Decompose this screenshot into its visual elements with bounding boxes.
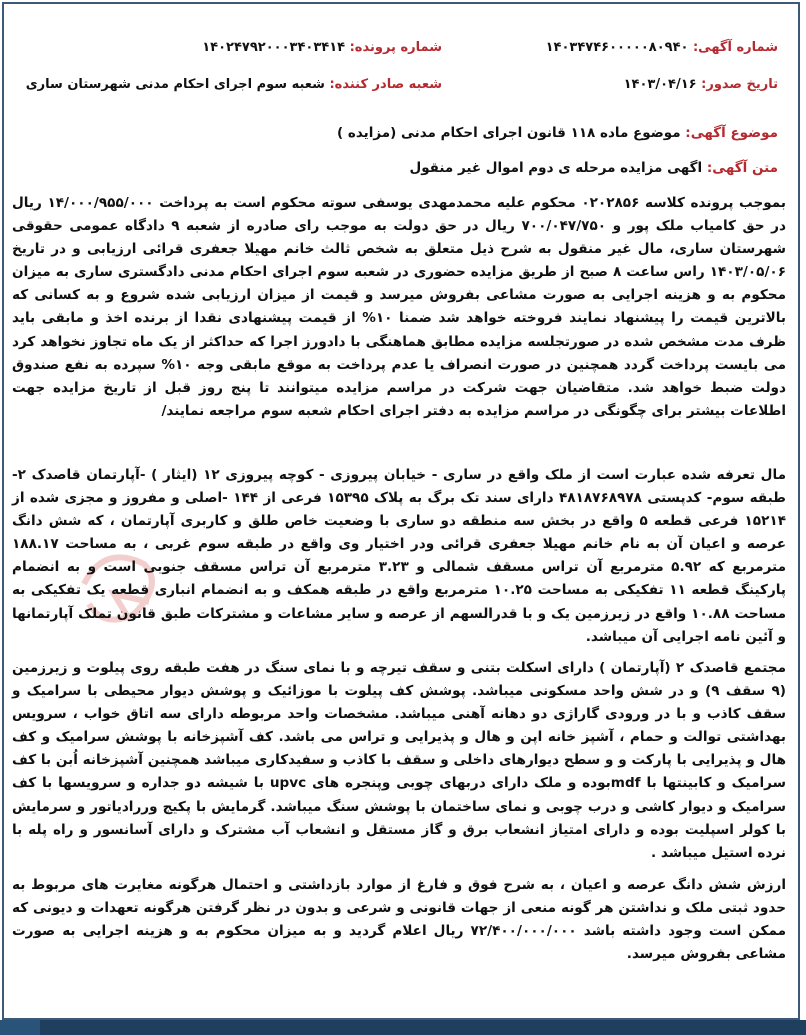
- subject-value: موضوع ماده ۱۱۸ قانون اجرای احکام مدنی (مزایده ): [337, 125, 681, 141]
- issue-date: ۱۴۰۳/۰۴/۱۶: [623, 77, 697, 92]
- issue-date-label: تاریخ صدور:: [701, 77, 778, 92]
- case-number-row: [202, 40, 442, 55]
- issue-date-row: [624, 77, 778, 92]
- bottom-bar-corner: [0, 1020, 40, 1035]
- paragraph-1: بموجب پرونده کلاسه ۰۲۰۲۸۵۶ محکوم علیه محمدمهدی یوسفی سوته محکوم است به پرداخت ۱۴/۰۰۰/۹۵۵/۰۰۰ ریال در حق کامیاب ملک پور و ۷۰۰/۰۴۷/۷۵۰ ریال در حق دولت به موجب رای صادره از شعبه ۹ دادگاه عمومی حقوقی شهرستان ساری، مال غیر منقول به شرح ذیل متعلق به شخص ثالث خانم مهیلا جعفری قرائی ارزیابی و در تاریخ ۱۴۰۳/۰۵/۰۶ راس ساعت ۸ صبح از طریق مزایده حضوری در شعبه سوم اجرای احکام مدنی دادگستری ساری به میزان محکوم به و هزینه اجرایی به صورت مشاعی بفروش میرسد و قیمت از میزان ارزیابی شده شروع و به کسانی که بالاترین قیمت را پیشنهاد نمایند فروخته خواهد شد ضمنا ۱۰% از قیمت پیشنهادی نقدا از برنده اخذ و مابقی باید ظرف مدت مشخص شده در صورتجلسه مزایده مطابق هماهنگی با دادورز اجرا که حداکثر از یک ماه تجاوز نخواهد کرد می بایست پرداخت گردد همچنین در صورت انصراف یا عدم پرداخت به موقع مابقی وجه ۱۰% سپرده به نفع صندوق دولت ضبط خواهد شد. متقاضیان جهت شرکت در مراسم مزایده میتوانند تا پنج روز قبل از تاریخ مزایده جهت اطلاعات بیشتر برای چگونگی در مراسم مزایده به دفتر اجرای احکام شعبه سوم مراجعه نمایند/: [12, 195, 787, 419]
- issuer: شعبه سوم اجرای احکام مدنی شهرستان ساری: [25, 77, 325, 92]
- subject-row: [337, 125, 778, 141]
- ad-number-row: [546, 40, 778, 55]
- paragraph-3: مجتمع قاصدک ۲ (آپارتمان ) دارای اسکلت بتنی و سقف تیرچه و با نمای سنگ در هفت طبقه روی پیلوت و زیرزمین (۹ سقف ۹) و در شش واحد مسکونی میباشد. پوشش کف پیلوت با موزائیک و پوشش دیوار محیطی با سرامیک و سقف کاذب و با در ورودی گاراژی دو دهانه آهنی میباشد. مشخصات واحد مربوطه دارای سه اتاق خواب ، سرویس بهداشتی توالت و حمام ، آشپز خانه اپن و هال و پذیرایی و تراس می باشد. کف آشپزخانه با پوشش سرامیک و کف هال و پذیرایی با پارکت و و سطح دیوارهای داخلی و سقف با کاذب و سفیدکاری میباشد همچنین آشپزخانه اُبن با کف سرامیک و کابینتها با mdfبوده و ملک دارای دربهای چوبی وپنجره های upvc با شیشه دو جداره و سرویسها با کف سرامیک و دیوار کاشی و درب چوبی و نمای ساختمان با پوشش سنگ میباشد. گرمایش با پکیج وررادیاتور و سرمایش با کولر اسپلیت بوده و دارای امتیاز انشعاب برق و گاز مستقل و انشعاب آب مشترک و دارای آسانسور و راه پله با نرده استیل میباشد .: [12, 660, 786, 861]
- ad-text-value: اگهی مزایده مرحله ی دوم اموال غیر منقول: [409, 160, 703, 176]
- ad-text-row: [410, 160, 779, 176]
- case-number: ۱۴۰۲۴۷۹۲۰۰۰۳۴۰۳۴۱۴: [202, 40, 346, 55]
- paragraph-4: ارزش شش دانگ عرصه و اعیان ، به شرح فوق و فارغ از موارد بازداشتی و احتمال هرگونه مغایرت های مربوط به حدود ثبتی ملک و نداشتن هر گونه منعی از جهات قانونی و شرعی و بدون در نظر گرفتن هرگونه تعهدات و دیونی که ممکن است وجود داشته باشد ۷۲/۴۰۰/۰۰۰/۰۰۰ ریال اعلام گردید و به میزان محکوم به و هزینه اجرایی به صورت مشاعی بفروش میرسد.: [12, 877, 786, 963]
- ad-text-label: متن آگهی:: [706, 160, 778, 176]
- document-frame: [2, 2, 800, 1020]
- issuer-label: شعبه صادر کننده:: [329, 77, 442, 92]
- case-number-label: شماره پرونده:: [349, 40, 442, 55]
- paragraph-2: مال تعرفه شده عبارت است از ملک واقع در ساری - خیابان پیروزی - کوچه پیروزی ۱۲ (ایثار ) -آپارتمان قاصدک ۲- طبقه سوم- کدپستی ۴۸۱۸۷۶۸۹۷۸ دارای سند تک برگ به پلاک ۱۵۳۹۵ فرعی از ۱۴۴ -اصلی و مفروز و مجزی شده از ۱۵۲۱۴ فرعی قطعه ۵ واقع در بخش سه منطقه دو ساری با وضعیت خاص طلق و کاربری آپارتمان ، که شش دانگ عرصه و اعیان آن به نام خانم مهیلا جعفری قرائی ودر اختیار وی واقع در طبقه سوم غربی ، به مساحت ۱۸۸.۱۷ مترمربع که ۵.۹۲ مترمربع آن تراس مسقف شمالی و ۳.۲۳ مترمربع آن تراس مسقف جنوبی است و به انضمام پارکینگ قطعه ۱۱ تفکیکی به مساحت ۱۰.۲۵ مترمربع واقع در طبقه همکف و به انضمام انباری قطعه یک تفکیکی به مساحت ۱۰.۸۸ واقع در زیرزمین یک و با قدرالسهم از عرصه و سایر مشاعات و مشترکات طبق قانون تملک آپارتمانها و آئین نامه اجرایی آن میباشد.: [12, 467, 786, 645]
- issuer-row: [26, 77, 442, 92]
- ad-number-label: شماره آگهی:: [692, 40, 778, 55]
- subject-label: موضوع آگهی:: [685, 125, 778, 141]
- bottom-bar: [0, 1020, 806, 1035]
- ad-number: ۱۴۰۳۴۷۴۶۰۰۰۰۰۸۰۹۴۰: [545, 40, 689, 55]
